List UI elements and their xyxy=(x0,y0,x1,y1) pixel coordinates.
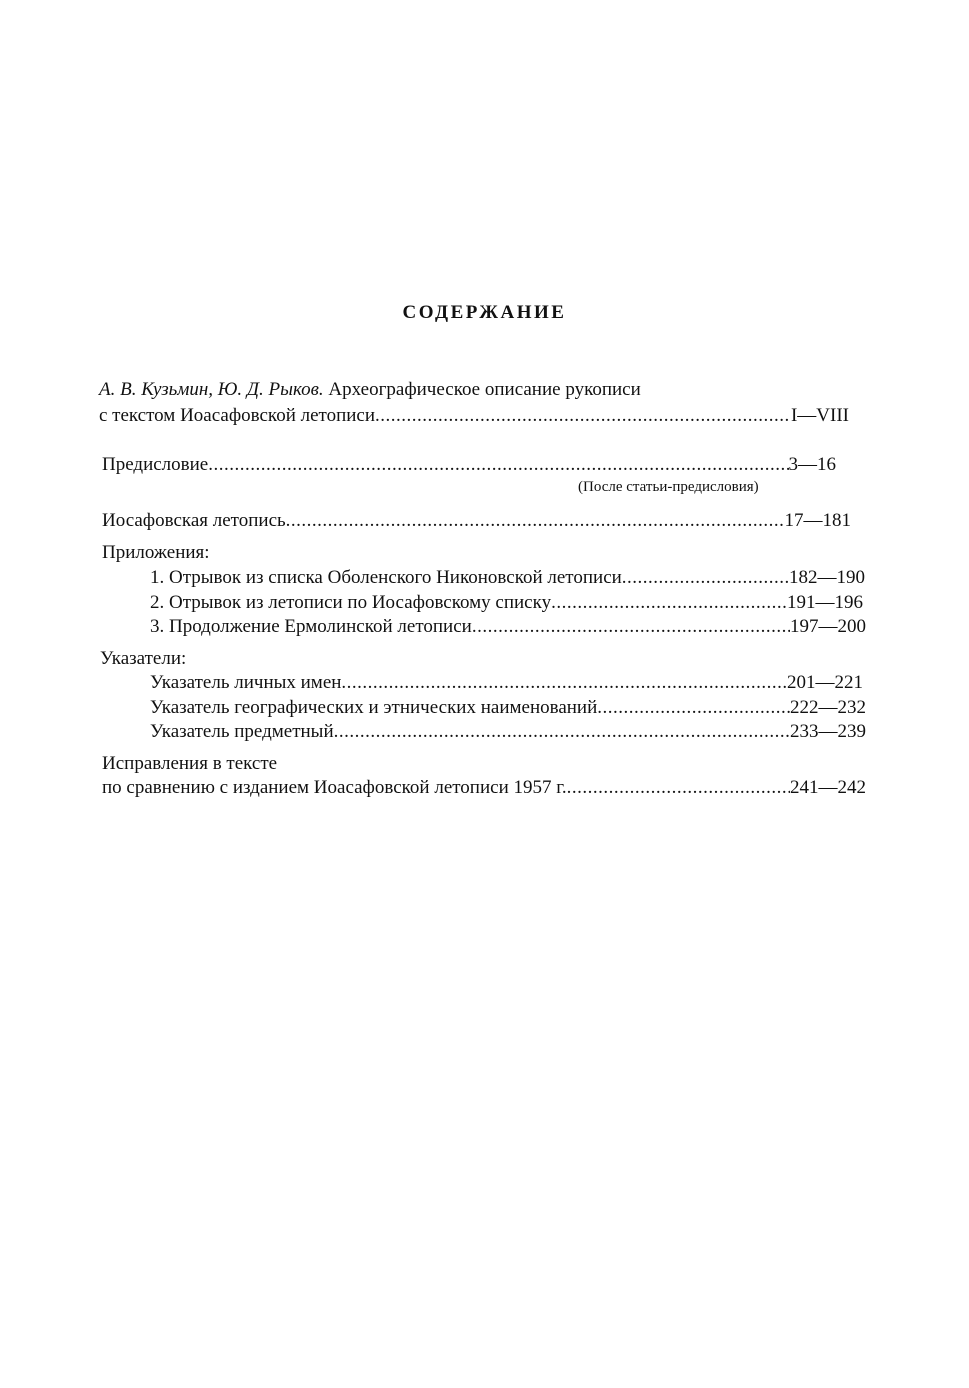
dot-leader xyxy=(286,509,785,533)
dot-leader xyxy=(622,566,789,590)
toc-entry-text: Указатель личных имен xyxy=(150,672,342,693)
toc-entry-preface-note: (После статьи-предисловия) xyxy=(578,479,759,495)
dot-leader xyxy=(334,720,790,744)
dot-leader xyxy=(472,615,790,639)
toc-entry-text: 2. Отрывок из летописи по Иосафовскому списку xyxy=(150,592,552,613)
toc-entry-pages: 191—196 xyxy=(787,592,863,613)
toc-entry-appendix-1[interactable] xyxy=(150,566,865,590)
toc-entry-text: по сравнению с изданием Иоасафовской летописи 1957 г. xyxy=(102,777,567,798)
dot-leader xyxy=(597,696,790,720)
toc-entry-pages: 197—200 xyxy=(790,616,866,637)
toc-entry-preface[interactable] xyxy=(102,453,836,477)
toc-entry-pages: 241—242 xyxy=(790,777,866,798)
toc-section-heading-appendices: Приложения: xyxy=(102,542,210,563)
dot-leader xyxy=(551,591,787,615)
toc-entry-text: с текстом Иоасафовской летописи xyxy=(99,405,376,426)
toc-entry-text: 3. Продолжение Ермолинской летописи xyxy=(150,616,472,637)
toc-entry-pages: 3—16 xyxy=(788,454,836,475)
dot-leader xyxy=(341,671,787,695)
toc-entry-text: 1. Отрывок из списка Оболенского Никоновской летописи xyxy=(150,567,622,588)
toc-entry-archeo-line1 xyxy=(99,378,641,402)
toc-entry-appendix-3[interactable] xyxy=(150,615,866,639)
toc-entry-text: Иосафовская летопись xyxy=(102,510,286,531)
toc-entry-corrections-line1: Исправления в тексте xyxy=(102,753,278,774)
dot-leader xyxy=(567,776,790,800)
toc-section-heading-indexes: Указатели: xyxy=(100,648,187,669)
page-title: СОДЕРЖАНИЕ xyxy=(402,302,567,323)
toc-entry-index-subject[interactable] xyxy=(150,720,866,744)
dot-leader xyxy=(208,453,788,477)
toc-entry-appendix-2[interactable] xyxy=(150,591,863,615)
toc-entry-pages: 222—232 xyxy=(790,697,866,718)
toc-entry-pages: 233—239 xyxy=(790,721,866,742)
toc-entry-authors: А. В. Кузьмин, Ю. Д. Рыков. xyxy=(99,379,324,400)
toc-entry-text: Предисловие xyxy=(102,454,209,475)
toc-entry-text: Указатель географических и этнических наименований xyxy=(150,697,598,718)
toc-entry-index-geo[interactable] xyxy=(150,696,866,720)
toc-entry-index-names[interactable] xyxy=(150,671,863,695)
dot-leader xyxy=(375,404,791,428)
toc-entry-pages: I—VIII xyxy=(790,405,849,426)
toc-entry-corrections[interactable] xyxy=(102,776,866,800)
toc-entry-archeo[interactable] xyxy=(99,404,849,428)
toc-entry-pages: 201—221 xyxy=(787,672,863,693)
toc-entry-archeo-title: Археографическое описание рукописи xyxy=(323,379,641,400)
toc-entry-pages: 17—181 xyxy=(784,510,851,531)
toc-entry-chronicle[interactable] xyxy=(102,509,851,533)
toc-entry-text: Указатель предметный xyxy=(150,721,334,742)
toc-entry-pages: 182—190 xyxy=(789,567,865,588)
